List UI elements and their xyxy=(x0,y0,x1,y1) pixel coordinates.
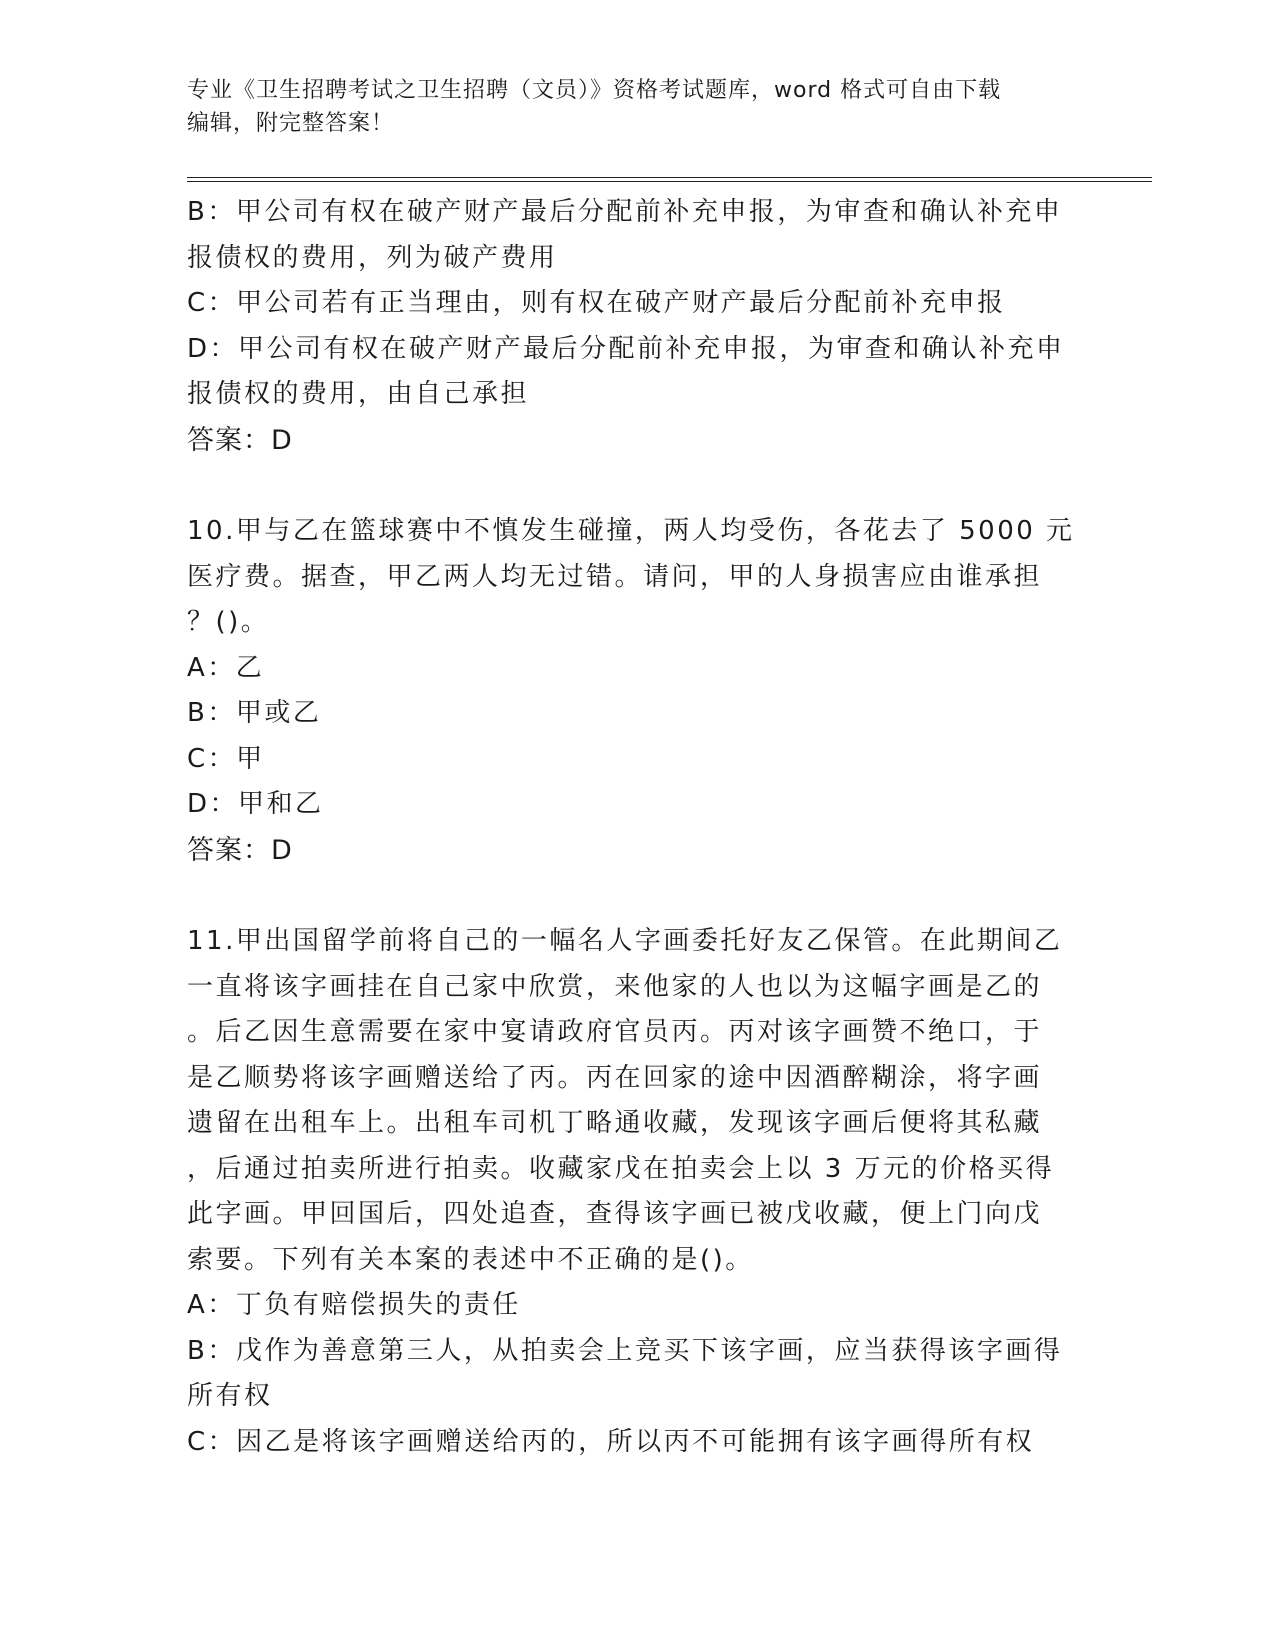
question-content xyxy=(187,190,1087,1465)
question-stem-line-8: 索要。下列有关本案的表述中不正确的是()。 xyxy=(187,1244,754,1275)
question-stem-line-2: 一直将该字画挂在自己家中欣赏，来他家的人也以为这幅字画是乙的 xyxy=(187,971,1043,1002)
answer-line: 答案：D xyxy=(187,834,293,866)
question-stem-line-5: 遗留在出租车上。出租车司机丁略通收藏，发现该字画后便将其私藏 xyxy=(187,1108,1043,1138)
question-stem-line-1: 10.甲与乙在篮球赛中不慎发生碰撞，两人均受伤，各花去了 5000 元 xyxy=(187,516,1075,546)
option-c: C：甲 xyxy=(187,743,265,774)
option-d: D：甲和乙 xyxy=(187,789,324,819)
option-d-line-1: D：甲公司有权在破产财产最后分配前补充申报，为审查和确认补充申 xyxy=(187,333,1065,364)
option-d-line-2: 报债权的费用，由自己承担 xyxy=(187,379,530,409)
spacer xyxy=(187,463,1087,509)
option-b-line-2: 所有权 xyxy=(187,1381,273,1411)
question-stem-line-7: 此字画。甲回国后，四处追查，查得该字画已被戊收藏，便上门向戊 xyxy=(187,1199,1043,1229)
option-b: B：甲或乙 xyxy=(187,698,322,728)
question-11 xyxy=(187,919,1087,1465)
question-stem-line-4: 是乙顺势将该字画赠送给了丙。丙在回家的途中因酒醉糊涂，将字画 xyxy=(187,1062,1043,1093)
option-a: A：丁负有赔偿损失的责任 xyxy=(187,1290,521,1320)
question-stem-line-1: 11.甲出国留学前将自己的一幅名人字画委托好友乙保管。在此期间乙 xyxy=(187,926,1063,956)
question-9-tail xyxy=(187,190,1087,463)
question-stem-line-3: ？()。 xyxy=(187,607,270,637)
spacer xyxy=(187,873,1087,919)
option-b-line-2: 报债权的费用，列为破产费用 xyxy=(187,242,558,273)
option-b-line-1: B：甲公司有权在破产财产最后分配前补充申报，为审查和确认补充申 xyxy=(187,197,1063,227)
option-c: C：甲公司若有正当理由，则有权在破产财产最后分配前补充申报 xyxy=(187,288,1006,318)
question-stem-line-2: 医疗费。据查，甲乙两人均无过错。请问，甲的人身损害应由谁承担 xyxy=(187,561,1043,592)
header-line-1: 专业《卫生招聘考试之卫生招聘（文员）》资格考试题库，word 格式可自由下载 xyxy=(187,78,1002,103)
header-divider xyxy=(187,177,1152,182)
question-10 xyxy=(187,509,1087,873)
header-line-2: 编辑，附完整答案！ xyxy=(187,111,395,136)
option-b-line-1: B：戊作为善意第三人，从拍卖会上竞买下该字画，应当获得该字画得 xyxy=(187,1335,1063,1366)
answer-line: 答案：D xyxy=(187,424,293,456)
option-a: A：乙 xyxy=(187,652,265,683)
document-header xyxy=(187,74,1067,140)
question-stem-line-6: ，后通过拍卖所进行拍卖。收藏家戊在拍卖会上以 3 万元的价格买得 xyxy=(187,1153,1055,1184)
option-c: C：因乙是将该字画赠送给丙的，所以丙不可能拥有该字画得所有权 xyxy=(187,1426,1035,1457)
question-stem-line-3: 。后乙因生意需要在家中宴请政府官员丙。丙对该字画赞不绝口，于 xyxy=(187,1017,1043,1047)
